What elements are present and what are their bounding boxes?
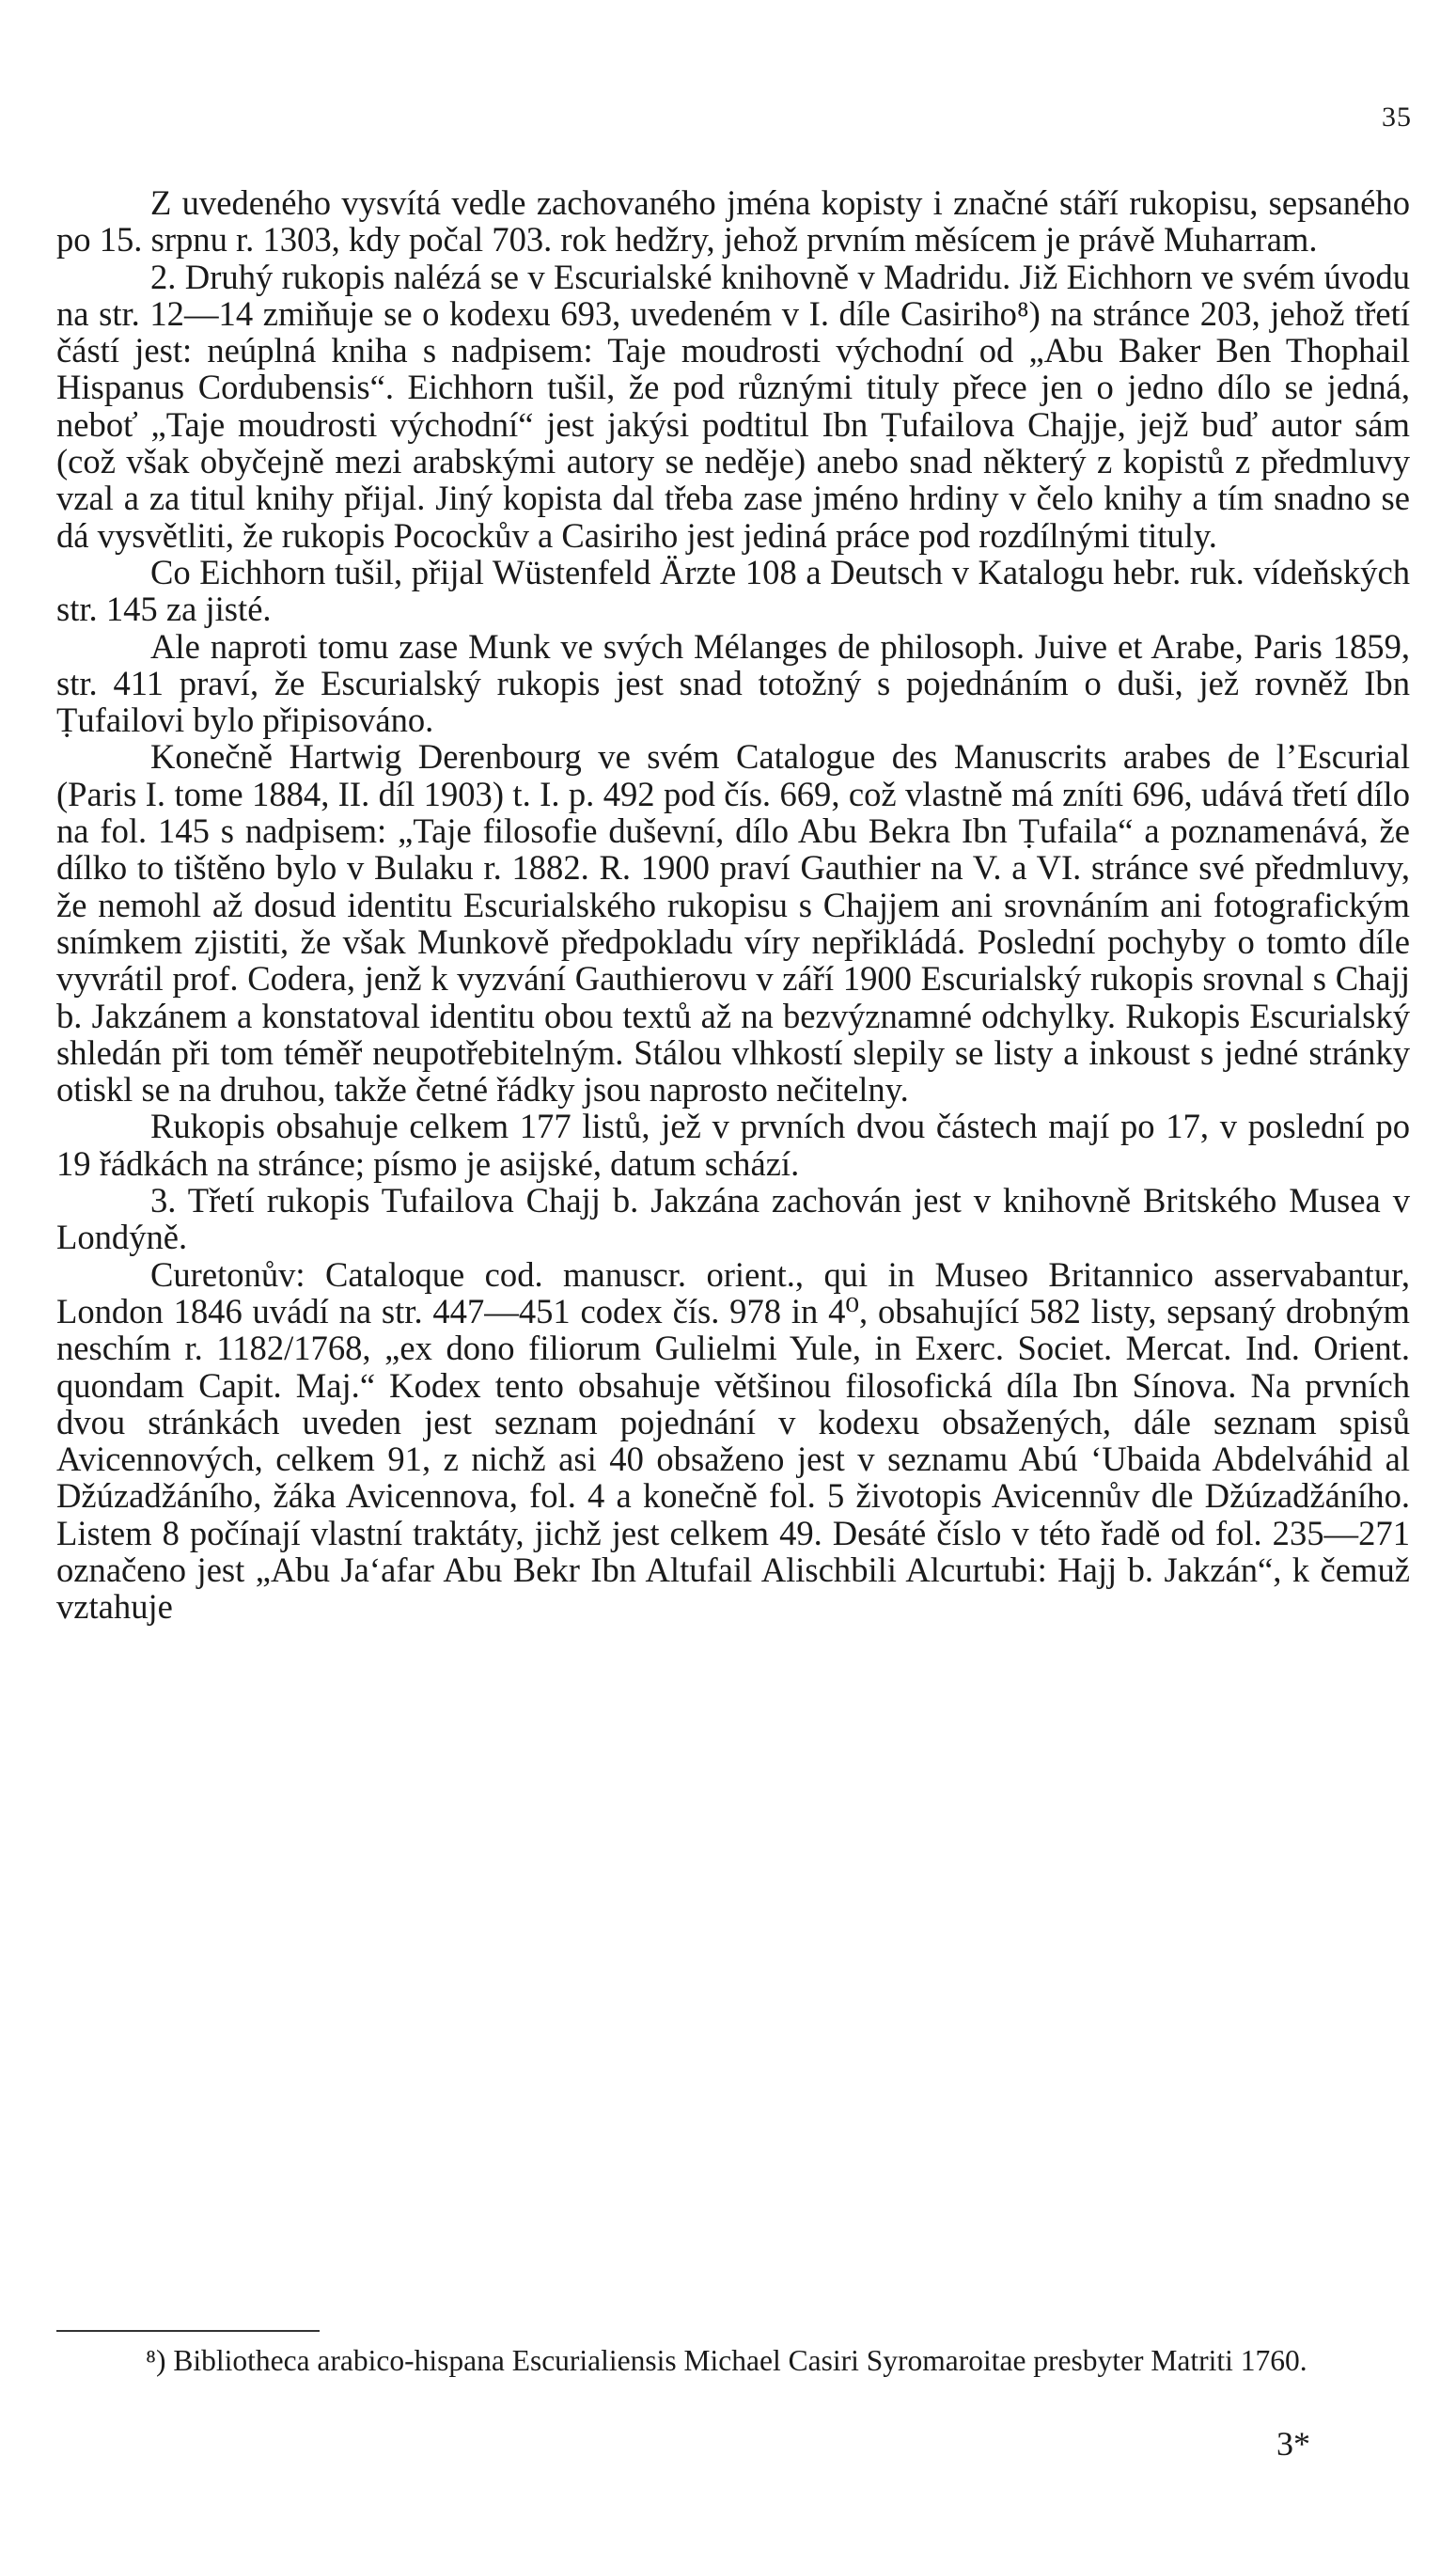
paragraph: Ale naproti tomu zase Munk ve svých Mélanges de philosoph. Juive et Arabe, Paris 1859, str. 411 praví, že Escurialský rukopis jest snad totožný s pojednáním o duši, jež rovněž Ibn Ṭufailovi bylo připisováno. [56, 626, 1410, 740]
paragraph: Z uvedeného vysvítá vedle zachovaného jména kopisty i značné stáří rukopisu, sepsaného po 15. srpnu r. 1303, kdy počal 703. rok hedžry, jehož prvním měsícem je právě Muharram. [56, 183, 1410, 260]
page-number: 35 [1382, 102, 1412, 133]
footnote-text: ⁸) Bibliotheca arabico-hispana Escurialiensis Michael Casiri Syromaroitae presbyter Matriti 1760. [146, 2344, 1307, 2377]
paragraph: Rukopis obsahuje celkem 177 listů, jež v prvních dvou částech mají po 17, v poslední po 19 řádkách na stránce; písmo je asijské, datum schází. [56, 1107, 1410, 1183]
signature-mark: 3* [1276, 2425, 1310, 2463]
paragraph: Curetonův: Cataloque cod. manuscr. orient., qui in Museo Britannico asservabantur, London 1846 uvádí na str. 447—451 codex čís. 978 in 4⁰, obsahující 582 listy, sepsaný drobným neschím r. 1182/1768, „ex dono filiorum Gulielmi Yule, in Exerc. Societ. Mercat. Ind. Orient. quondam Capit. Maj.“ Kodex tento obsahuje většinou filosofická díla Ibn Sínova. Na prvních dvou stránkách uveden jest seznam pojednání v kodexu obsažených, dále seznam spisů Avicennových, celkem 91, z nichž asi 40 obsaženo jest v seznamu Abú ‘Ubaida Abdelváhid al Džúzadžáního, žáka Avicennova, fol. 4 a konečně fol. 5 životopis Avicennův dle Džúzadžáního. Listem 8 počínají vlastní traktáty, jichž jest celkem 49. Desáté číslo v této řadě od fol. 235—271 označeno jest „Abu Ja‘afar Abu Bekr Ibn Altufail Alischbili Alcurtubi: Hajj b. Jakzán“, k čemuž vztahuje [56, 1254, 1410, 1627]
paragraph: Co Eichhorn tušil, přijal Wüstenfeld Ärzte 108 a Deutsch v Katalogu hebr. ruk. vídeňských str. 145 za jisté. [56, 552, 1410, 629]
footnote [56, 2344, 1410, 2377]
paragraph: Konečně Hartwig Derenbourg ve svém Catalogue des Manuscrits arabes de l’Escurial (Paris I. tome 1884, II. díl 1903) t. I. p. 492 pod čís. 669, což vlastně má zníti 696, udává třetí dílo na fol. 145 s nadpisem: „Taje filosofie duševní, dílo Abu Bekra Ibn Ṭufaila“ a poznamenává, že dílko to tištěno bylo v Bulaku r. 1882. R. 1900 praví Gauthier na V. a VI. stránce své předmluvy, že nemohl až dosud identitu Escurialského rukopisu s Chajjem ani srovnáním ani fotografickým snímkem zjistiti, že však Munkově předpokladu víry nepřikládá. Poslední pochyby o tomto díle vyvrátil prof. Codera, jenž k vyzvání Gauthierovu v září 1900 Escurialský rukopis srovnal s Chajj b. Jakzánem a konstatoval identitu obou textů až na bezvýznamné odchylky. Rukopis Escurialský shledán při tom téměř neupotřebitelným. Stálou vlhkostí slepily se listy a inkoust s jedné stránky otiskl se na druhou, takže četné řádky jsou naprosto nečitelny. [56, 737, 1410, 1110]
body-text [56, 184, 1410, 1626]
footnote-divider [56, 2330, 320, 2332]
paragraph: 3. Třetí rukopis Tufailova Chajj b. Jakzána zachován jest v knihovně Britského Musea v Londýně. [56, 1181, 1410, 1257]
paragraph: 2. Druhý rukopis nalézá se v Escurialské knihovně v Madridu. Již Eichhorn ve svém úvodu na str. 12—14 zmiňuje se o kodexu 693, uvedeném v I. díle Casiriho⁸) na stránce 203, jehož třetí částí jest: neúplná kniha s nadpisem: Taje moudrosti východní od „Abu Baker Ben Thophail Hispanus Cordubensis“. Eichhorn tušil, že pod různými tituly přece jen o jedno dílo se jedná, neboť „Taje moudrosti východní“ jest jakýsi podtitul Ibn Ṭufailova Chajje, jejž buď autor sám (což však obyčejně mezi arabskými autory se neděje) anebo snad některý z kopistů z předmluvy vzal a za titul knihy přijal. Jiný kopista dal třeba zase jméno hrdiny v čelo knihy a tím snadno se dá vysvětliti, že rukopis Pocockův a Casiriho jest jediná práce pod rozdílnými tituly. [56, 257, 1410, 555]
